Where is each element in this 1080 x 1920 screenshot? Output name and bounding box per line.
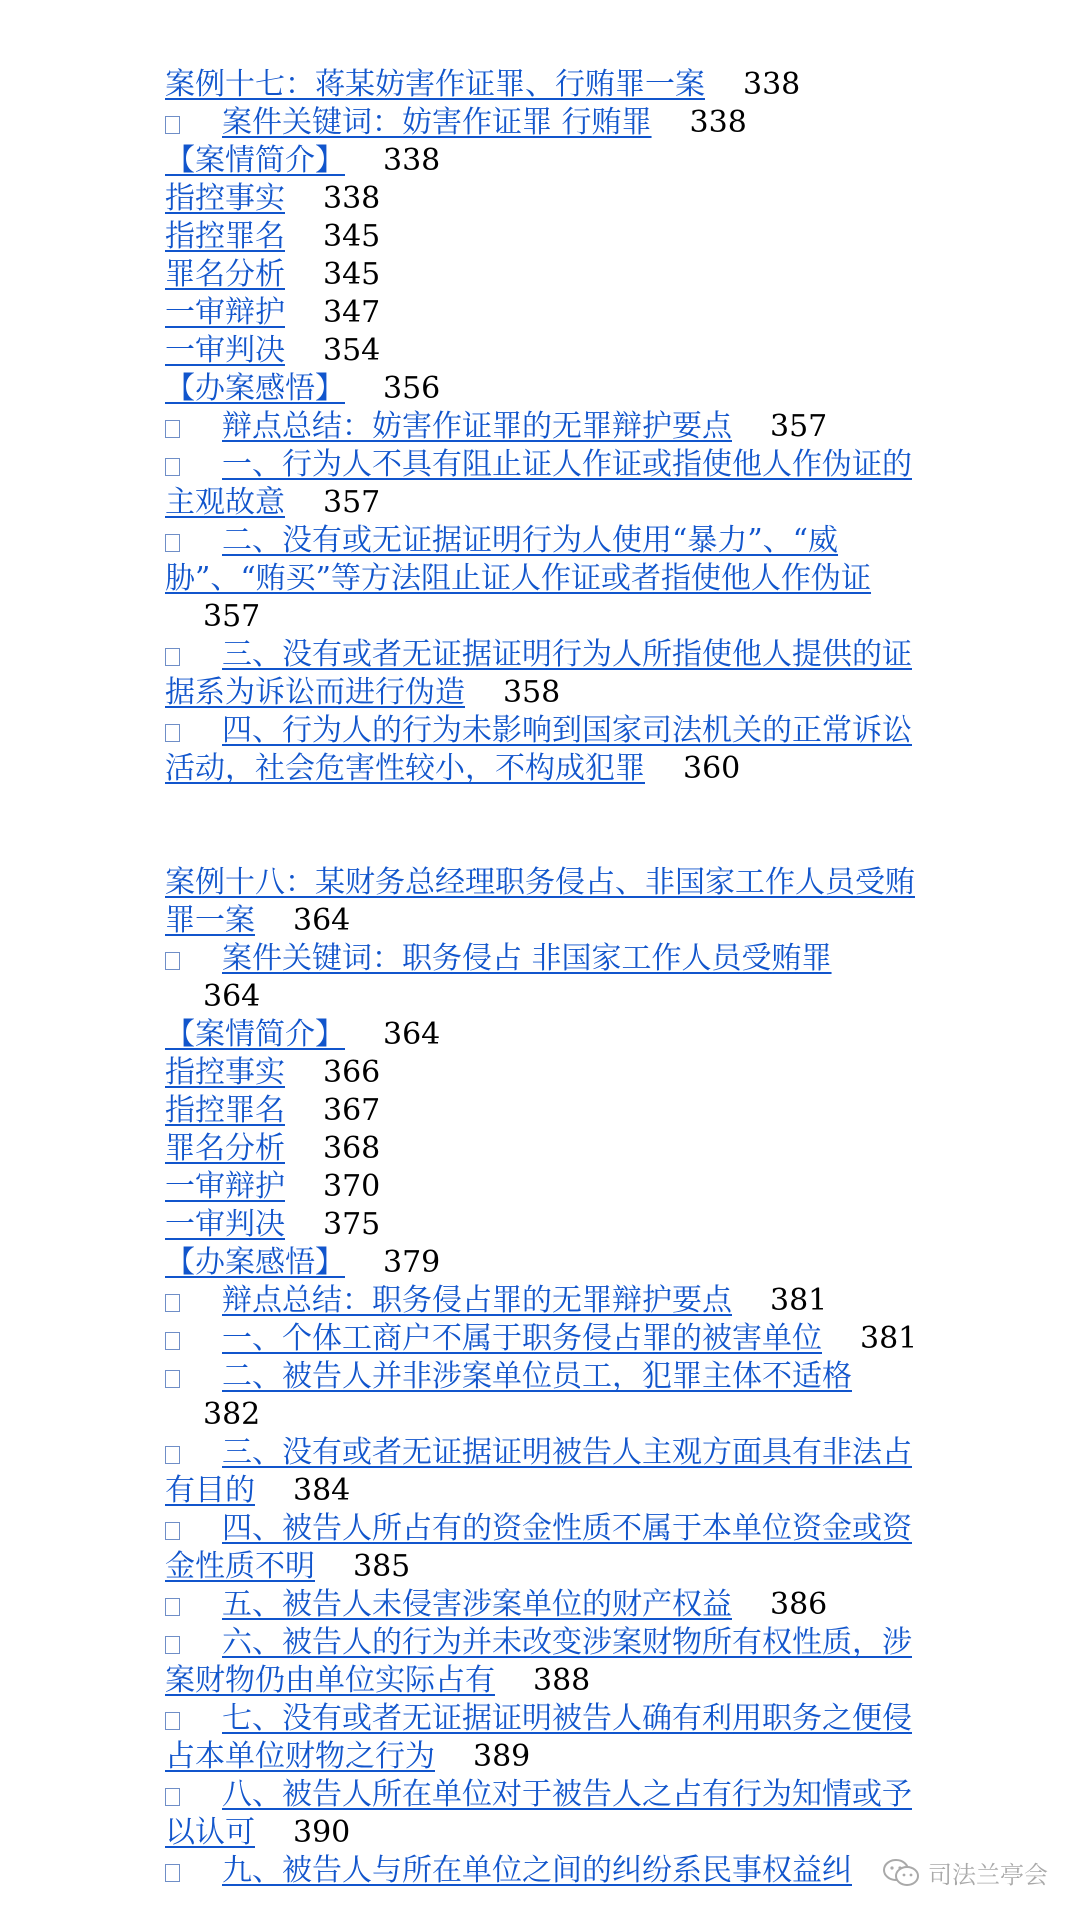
missing-glyph-box-icon (165, 1712, 180, 1730)
toc-entry-text: 指控罪名 (165, 1093, 285, 1128)
missing-glyph-box-icon (165, 1294, 180, 1312)
toc-entry-text: 五、被告人未侵害涉案单位的财产权益 (222, 1587, 732, 1622)
toc-case-section (165, 864, 925, 1890)
toc-entry-text: 指控事实 (165, 181, 285, 216)
missing-glyph-box-icon (165, 458, 180, 476)
toc-page-number: 381 (860, 1321, 918, 1356)
toc-entry (165, 218, 925, 256)
toc-entry-link[interactable] (165, 181, 285, 216)
toc-entry (165, 1282, 925, 1320)
toc-entry-text: 罪名分析 (165, 1131, 285, 1166)
toc-entry-text: 案件关键词：职务侵占 非国家工作人员受贿罪 (222, 941, 832, 976)
toc-page-number: 357 (770, 409, 828, 444)
toc-entry-link[interactable] (165, 143, 345, 178)
toc-page-number: 382 (203, 1397, 261, 1432)
missing-glyph-box-icon (165, 952, 180, 970)
toc-entry (165, 1206, 925, 1244)
toc-entry-link[interactable] (165, 105, 652, 140)
toc-entry-text: 辩点总结：职务侵占罪的无罪辩护要点 (222, 1283, 732, 1318)
toc-entry (165, 940, 925, 1016)
missing-glyph-box-icon (165, 1598, 180, 1616)
watermark-text: 司法兰亭会 (928, 1861, 1048, 1889)
missing-glyph-box-icon (165, 116, 180, 134)
toc-entry-text: 九、被告人与所在单位之间的纠纷系民事权益纠 (222, 1853, 852, 1888)
toc-entry-link[interactable] (165, 1853, 852, 1888)
toc-entry (165, 1852, 925, 1890)
toc-entry (165, 522, 925, 636)
toc-case-section (165, 66, 925, 788)
table-of-contents (165, 66, 925, 1890)
toc-page-number: 386 (770, 1587, 828, 1622)
toc-entry-text: 指控罪名 (165, 219, 285, 254)
toc-entry (165, 1130, 925, 1168)
toc-page-number: 364 (293, 903, 351, 938)
missing-glyph-box-icon (165, 1636, 180, 1654)
toc-entry (165, 66, 925, 104)
toc-entry-link[interactable] (165, 1093, 285, 1128)
toc-entry-link[interactable] (165, 1017, 345, 1052)
toc-entry-text: 案件关键词：妨害作证罪 行贿罪 (222, 105, 652, 140)
toc-entry-link[interactable] (165, 1511, 912, 1584)
toc-page-number: 347 (323, 295, 381, 330)
toc-page-number: 354 (323, 333, 381, 368)
toc-entry-link[interactable] (165, 409, 732, 444)
toc-page-number: 360 (683, 751, 741, 786)
toc-entry-text: 四、行为人的行为未影响到国家司法机关的正常诉讼活动，社会危害性较小，不构成犯罪 (165, 713, 912, 786)
toc-entry-text: 一、行为人不具有阻止证人作证或指使他人作伪证的主观故意 (165, 447, 912, 520)
toc-page-number: 390 (293, 1815, 351, 1850)
missing-glyph-box-icon (165, 648, 180, 666)
toc-entry-text: 七、没有或者无证据证明被告人确有利用职务之便侵占本单位财物之行为 (165, 1701, 912, 1774)
toc-entry (165, 1358, 925, 1434)
toc-entry (165, 294, 925, 332)
toc-entry-text: 八、被告人所在单位对于被告人之占有行为知情或予以认可 (165, 1777, 912, 1850)
toc-entry-text: 【办案感悟】 (165, 371, 345, 406)
toc-entry (165, 1510, 925, 1586)
toc-entry-text: 【案情简介】 (165, 1017, 345, 1052)
toc-entry (165, 1776, 925, 1852)
missing-glyph-box-icon (165, 1788, 180, 1806)
toc-page-number: 368 (323, 1131, 381, 1166)
toc-entry-link[interactable] (165, 333, 285, 368)
toc-entry-link[interactable] (165, 1587, 732, 1622)
toc-entry (165, 1320, 925, 1358)
toc-page-number: 357 (323, 485, 381, 520)
toc-entry-text: 辩点总结：妨害作证罪的无罪辩护要点 (222, 409, 732, 444)
missing-glyph-box-icon (165, 1332, 180, 1350)
toc-page-number: 338 (323, 181, 381, 216)
toc-entry-text: 三、没有或者无证据证明被告人主观方面具有非法占有目的 (165, 1435, 912, 1508)
toc-entry-link[interactable] (165, 523, 871, 596)
watermark (882, 1855, 1048, 1890)
toc-entry-text: 案例十七：蒋某妨害作证罪、行贿罪一案 (165, 67, 705, 102)
toc-entry-link[interactable] (165, 1701, 912, 1774)
toc-page-number: 384 (293, 1473, 351, 1508)
toc-entry-text: 【案情简介】 (165, 143, 345, 178)
toc-entry-text: 【办案感悟】 (165, 1245, 345, 1280)
toc-entry (165, 1586, 925, 1624)
wechat-icon (882, 1858, 920, 1888)
toc-entry (165, 1016, 925, 1054)
toc-entry-text: 罪名分析 (165, 257, 285, 292)
toc-entry-text: 一审辩护 (165, 295, 285, 330)
toc-entry-link[interactable] (165, 447, 912, 520)
missing-glyph-box-icon (165, 1446, 180, 1464)
toc-page-number: 364 (203, 979, 261, 1014)
toc-entry-text: 二、被告人并非涉案单位员工，犯罪主体不适格 (222, 1359, 852, 1394)
toc-entry-text: 一审判决 (165, 333, 285, 368)
toc-entry (165, 408, 925, 446)
toc-entry-text: 指控事实 (165, 1055, 285, 1090)
toc-page-number: 338 (383, 143, 441, 178)
toc-page-number: 388 (533, 1663, 591, 1698)
toc-entry (165, 1054, 925, 1092)
missing-glyph-box-icon (165, 534, 180, 552)
toc-entry-link[interactable] (165, 1283, 732, 1318)
missing-glyph-box-icon (165, 420, 180, 438)
toc-page-number: 364 (383, 1017, 441, 1052)
toc-page-number: 357 (203, 599, 261, 634)
missing-glyph-box-icon (165, 1370, 180, 1388)
toc-entry-link[interactable] (165, 257, 285, 292)
toc-entry-text: 一、个体工商户不属于职务侵占罪的被害单位 (222, 1321, 822, 1356)
toc-entry (165, 1434, 925, 1510)
toc-entry-text: 一审辩护 (165, 1169, 285, 1204)
toc-page-number: 356 (383, 371, 441, 406)
toc-entry-text: 一审判决 (165, 1207, 285, 1242)
toc-entry-link[interactable] (165, 295, 285, 330)
toc-page-number: 389 (473, 1739, 531, 1774)
toc-entry-text: 四、被告人所占有的资金性质不属于本单位资金或资金性质不明 (165, 1511, 912, 1584)
toc-page-number: 338 (689, 105, 747, 140)
toc-entry-text: 案例十八：某财务总经理职务侵占、非国家工作人员受贿罪一案 (165, 865, 915, 938)
toc-entry-link[interactable] (165, 1169, 285, 1204)
toc-entry (165, 180, 925, 218)
toc-entry (165, 1624, 925, 1700)
toc-page-number: 358 (503, 675, 561, 710)
toc-entry (165, 446, 925, 522)
missing-glyph-box-icon (165, 724, 180, 742)
toc-entry-link[interactable] (165, 1245, 345, 1280)
toc-entry (165, 104, 925, 142)
toc-entry (165, 142, 925, 180)
toc-entry-link[interactable] (165, 865, 915, 938)
toc-entry-link[interactable] (165, 1055, 285, 1090)
toc-entry (165, 332, 925, 370)
missing-glyph-box-icon (165, 1522, 180, 1540)
toc-entry (165, 1700, 925, 1776)
toc-entry-link[interactable] (165, 713, 912, 786)
toc-page-number: 367 (323, 1093, 381, 1128)
toc-entry-link[interactable] (165, 67, 705, 102)
toc-page-number: 385 (353, 1549, 411, 1584)
toc-entry (165, 1244, 925, 1282)
missing-glyph-box-icon (165, 1864, 180, 1882)
toc-page-number: 345 (323, 257, 381, 292)
toc-page-number: 345 (323, 219, 381, 254)
toc-page-number: 379 (383, 1245, 441, 1280)
toc-entry-link[interactable] (165, 219, 285, 254)
toc-entry-link[interactable] (165, 1131, 285, 1166)
toc-entry (165, 1092, 925, 1130)
toc-entry (165, 370, 925, 408)
toc-entry (165, 636, 925, 712)
toc-entry (165, 1168, 925, 1206)
toc-entry-link[interactable] (165, 1777, 912, 1850)
toc-page-number: 375 (323, 1207, 381, 1242)
toc-page-number: 338 (743, 67, 801, 102)
toc-entry (165, 864, 925, 940)
toc-entry (165, 256, 925, 294)
toc-entry-text: 二、没有或无证据证明行为人使用“暴力”、“威胁”、“贿买”等方法阻止证人作证或者指使他人作伪证 (165, 523, 872, 596)
toc-entry-link[interactable] (165, 1359, 852, 1394)
toc-page-number: 366 (323, 1055, 381, 1090)
toc-page-number: 381 (770, 1283, 828, 1318)
toc-entry-link[interactable] (165, 1435, 912, 1508)
toc-entry-text: 三、没有或者无证据证明行为人所指使他人提供的证据系为诉讼而进行伪造 (165, 637, 912, 710)
toc-page-number: 370 (323, 1169, 381, 1204)
toc-entry (165, 712, 925, 788)
toc-entry-link[interactable] (165, 1321, 822, 1356)
toc-entry-link[interactable] (165, 371, 345, 406)
toc-entry-link[interactable] (165, 1207, 285, 1242)
toc-entry-text: 六、被告人的行为并未改变涉案财物所有权性质，涉案财物仍由单位实际占有 (165, 1625, 912, 1698)
toc-entry-link[interactable] (165, 941, 832, 976)
